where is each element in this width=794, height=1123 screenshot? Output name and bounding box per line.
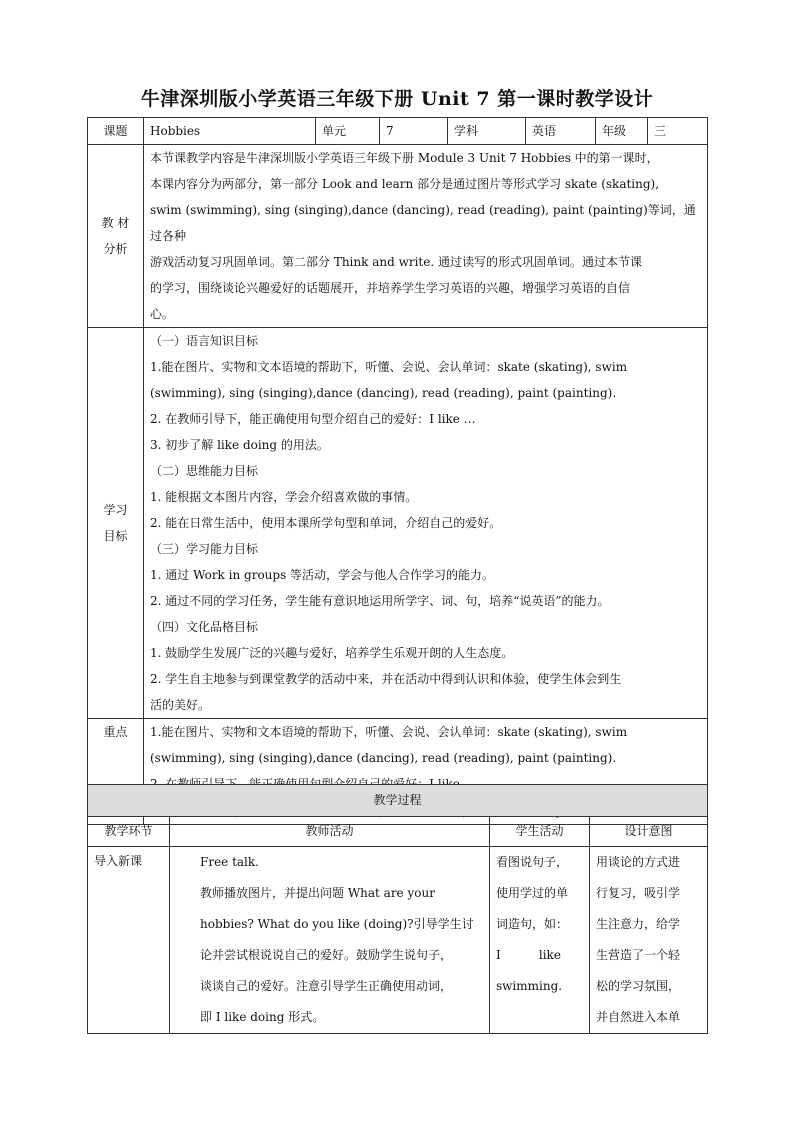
subject-label: 学科 — [448, 118, 526, 145]
analysis-label-line2: 分析 — [103, 242, 128, 256]
teacher-line: 即 I like doing 形式。 — [200, 1010, 325, 1024]
teacher-line: 谈谈自己的爱好。注意引导学生正确使用动词， — [200, 979, 453, 993]
process-header-row — [88, 785, 708, 817]
process-header: 教学过程 — [88, 785, 708, 817]
goals-line: （四）文化品格目标 — [150, 620, 259, 634]
process-columns-row — [88, 817, 708, 847]
teacher-line: Free talk. — [200, 855, 259, 869]
goals-line: 1. 鼓励学生发展广泛的兴趣与爱好，培养学生乐观开朗的人生态度。 — [150, 646, 514, 660]
lesson-info-table — [87, 117, 708, 825]
intent-cell — [590, 847, 708, 1034]
process-row — [88, 847, 708, 1034]
col-student: 学生活动 — [490, 817, 590, 847]
goals-line: 1. 能根据文本图片内容，学会介绍喜欢做的事情。 — [150, 490, 418, 504]
analysis-content — [144, 145, 708, 328]
goals-line: 2. 通过不同的学习任务，学生能有意识地运用所学字、词、句，培养“说英语”的能力。 — [150, 594, 610, 608]
goals-label — [88, 328, 144, 719]
grade-value: 三 — [648, 118, 708, 145]
col-intent: 设计意图 — [590, 817, 708, 847]
col-teacher: 教师活动 — [170, 817, 490, 847]
page-title: 牛津深圳版小学英语三年级下册 Unit 7 第一课时教学设计 — [140, 88, 654, 110]
goals-line: （三）学习能力目标 — [150, 542, 259, 556]
key-point-line: 1.能在图片、实物和文本语境的帮助下，听懂、会说、会认单词：skate (skating), swim — [150, 725, 628, 739]
student-line: 使用学过的单 — [496, 886, 569, 900]
col-stage: 教学环节 — [88, 817, 170, 847]
analysis-label-line1: 教 材 — [101, 216, 130, 230]
intent-line: 并自然进入本单 — [596, 1010, 681, 1024]
key-point-line: (swimming), sing (singing),dance (dancing), read (reading), paint (painting). — [150, 751, 617, 765]
teacher-line: 教师播放图片，并提出问题 What are your — [200, 886, 435, 900]
goals-line: 2. 能在日常生活中，使用本课所学句型和单词，介绍自己的爱好。 — [150, 516, 502, 530]
goals-line: (swimming), sing (singing),dance (dancing), read (reading), paint (painting). — [150, 386, 617, 400]
analysis-label — [88, 145, 144, 328]
analysis-line: 本课内容分为两部分，第一部分 Look and learn 部分是通过图片等形式学习 skate (skating), — [150, 177, 660, 191]
student-line: 看图说句子， — [496, 855, 569, 869]
process-table — [87, 784, 708, 1034]
student-line: I like — [496, 948, 561, 962]
intent-line: 用谈论的方式进 — [596, 855, 681, 869]
analysis-line: swim (swimming), sing (singing),dance (dancing), read (reading), paint (painting)等词，通过各种 — [150, 203, 696, 243]
teacher-line: 论并尝试根说说自己的爱好。鼓励学生说句子， — [200, 948, 453, 962]
analysis-line: 心。 — [150, 307, 175, 321]
student-cell — [490, 847, 590, 1034]
intent-line: 生注意力，给学 — [596, 917, 681, 931]
intent-line: 松的学习氛围， — [596, 979, 681, 993]
analysis-line: 的学习，围绕谈论兴趣爱好的话题展开，并培养学生学习英语的兴趣，增强学习英语的自信 — [150, 281, 631, 295]
goals-content — [144, 328, 708, 719]
goals-label-line2: 目标 — [103, 529, 128, 543]
goals-line: 1. 通过 Work in groups 等活动，学会与他人合作学习的能力。 — [150, 568, 495, 582]
analysis-line: 游戏活动复习巩固单词。第二部分 Think and write. 通过读写的形式巩固单词。通过本节课 — [150, 255, 642, 269]
unit-value: 7 — [380, 118, 448, 145]
teacher-cell — [170, 847, 490, 1034]
student-line: swimming. — [496, 979, 563, 993]
goals-line: 活的美好。 — [150, 698, 211, 712]
teacher-line: hobbies? What do you like (doing)?引导学生讨 — [200, 917, 474, 931]
key-points-label: 重点 — [88, 719, 144, 798]
stage-cell: 导入新课 — [88, 847, 170, 1034]
course-value: Hobbies — [144, 118, 316, 145]
course-label: 课题 — [88, 118, 144, 145]
intent-line: 行复习，吸引学 — [596, 886, 681, 900]
analysis-line: 本节课教学内容是牛津深圳版小学英语三年级下册 Module 3 Unit 7 Hobbies 中的第一课时， — [150, 151, 659, 165]
grade-label: 年级 — [596, 118, 648, 145]
intent-line: 生营造了一个轻 — [596, 948, 681, 962]
goals-line: 2. 学生自主地参与到课堂教学的活动中来，并在活动中得到认识和体验，使学生体会到生 — [150, 672, 622, 686]
analysis-row — [88, 145, 708, 328]
goals-line: 1.能在图片、实物和文本语境的帮助下，听懂、会说、会认单词：skate (skating), swim — [150, 360, 628, 374]
goals-line: （二）思维能力目标 — [150, 464, 259, 478]
goals-label-line1: 学习 — [103, 503, 128, 517]
subject-value: 英语 — [526, 118, 596, 145]
goals-row — [88, 328, 708, 719]
goals-line: （一）语言知识目标 — [150, 334, 259, 348]
unit-label: 单元 — [316, 118, 380, 145]
student-line: 词造句，如： — [496, 917, 569, 931]
goals-line: 2. 在教师引导下，能正确使用句型介绍自己的爱好：I like … — [150, 412, 476, 426]
goals-line: 3. 初步了解 like doing 的用法。 — [150, 438, 329, 452]
info-row — [88, 118, 708, 145]
